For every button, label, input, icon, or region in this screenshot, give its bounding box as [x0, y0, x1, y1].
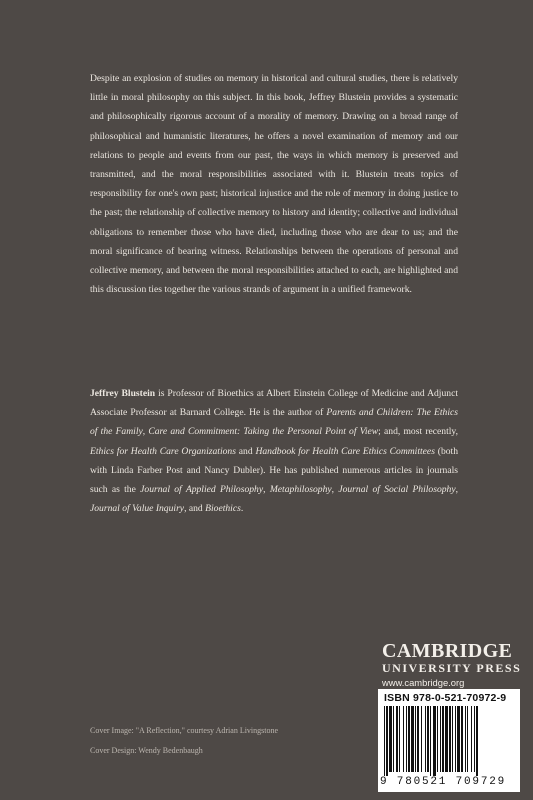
journal-title: Journal of Value Inquiry — [90, 503, 185, 515]
bio-text: (both with Linda Farber Post and Nancy Dubler). He has published numerous articles in journals such as the — [90, 445, 459, 496]
journal-title: Bioethics — [205, 503, 241, 515]
author-name: Jeffrey Blustein — [90, 388, 156, 399]
isbn-label: ISBN 978-0-521-70972-9 — [384, 692, 507, 704]
book-title: Ethics for Health Care Organizations — [90, 445, 236, 457]
publisher-logo — [382, 640, 522, 689]
journal-title: Journal of Social Philosophy — [338, 484, 456, 496]
bio-text: , — [331, 484, 339, 496]
bio-text: , — [263, 484, 270, 496]
bio-text: , — [142, 426, 149, 438]
bio-text: is Professor of Bioethics at Albert Einstein College of Medicine and Adjunct Associate Professor at Barnard College. He is the author of — [90, 388, 458, 419]
barcode — [378, 689, 520, 792]
journal-title: Metaphilosophy — [269, 484, 332, 496]
bio-text: . — [240, 503, 244, 515]
publisher-subtitle: UNIVERSITY PRESS — [382, 661, 522, 675]
publisher-url: www.cambridge.org — [382, 677, 465, 688]
book-description: Despite an explosion of studies on memory in historical and cultural studies, there is relatively little in moral philosophy on this subject. In this book, Jeffrey Blustein provides a systematic and philosophically rigorous account of a morality of memory. Drawing on a broad range of philosophical and humanistic literatures, he offers a novel examination of memory and our relations to people and events from our past, the ways in which memory is preserved and transmitted, and the moral responsibilities associated with it. Blustein treats topics of responsibility for one's own past; historical injustice and the role of memory in doing justice to the past; the relationship of collective memory to history and identity; collective and individual obligations to remember those who have died, including those who are dear to us; and the moral significance of bearing witness. Relationships between the operations of personal and collective memory, and between the moral responsibilities attached to each, are highlighted and this discussion ties together the various strands of argument in a unified framework. — [90, 73, 458, 296]
book-title: Handbook for Health Care Ethics Committees — [255, 445, 435, 457]
journal-title: Journal of Applied Philosophy — [140, 484, 264, 496]
barcode-bars — [384, 706, 514, 778]
author-bio — [90, 384, 458, 518]
bio-text: and — [235, 445, 256, 457]
book-title: Care and Commitment: Taking the Personal Point of View — [148, 426, 379, 438]
publisher-name: CAMBRIDGE — [382, 640, 513, 662]
cover-design-credit: Cover Design: Wendy Bedenbaugh — [90, 746, 203, 755]
bio-text: ; and, most recently, — [378, 426, 458, 438]
barcode-digits: 9 780521 709729 — [380, 776, 507, 788]
book-title: Parents and Children: The Ethics of the Family — [90, 407, 459, 438]
cover-image-credit: Cover Image: "A Reflection," courtesy Adrian Livingstone — [90, 726, 279, 735]
bio-text: , — [455, 484, 459, 496]
bio-text: , and — [184, 503, 206, 515]
